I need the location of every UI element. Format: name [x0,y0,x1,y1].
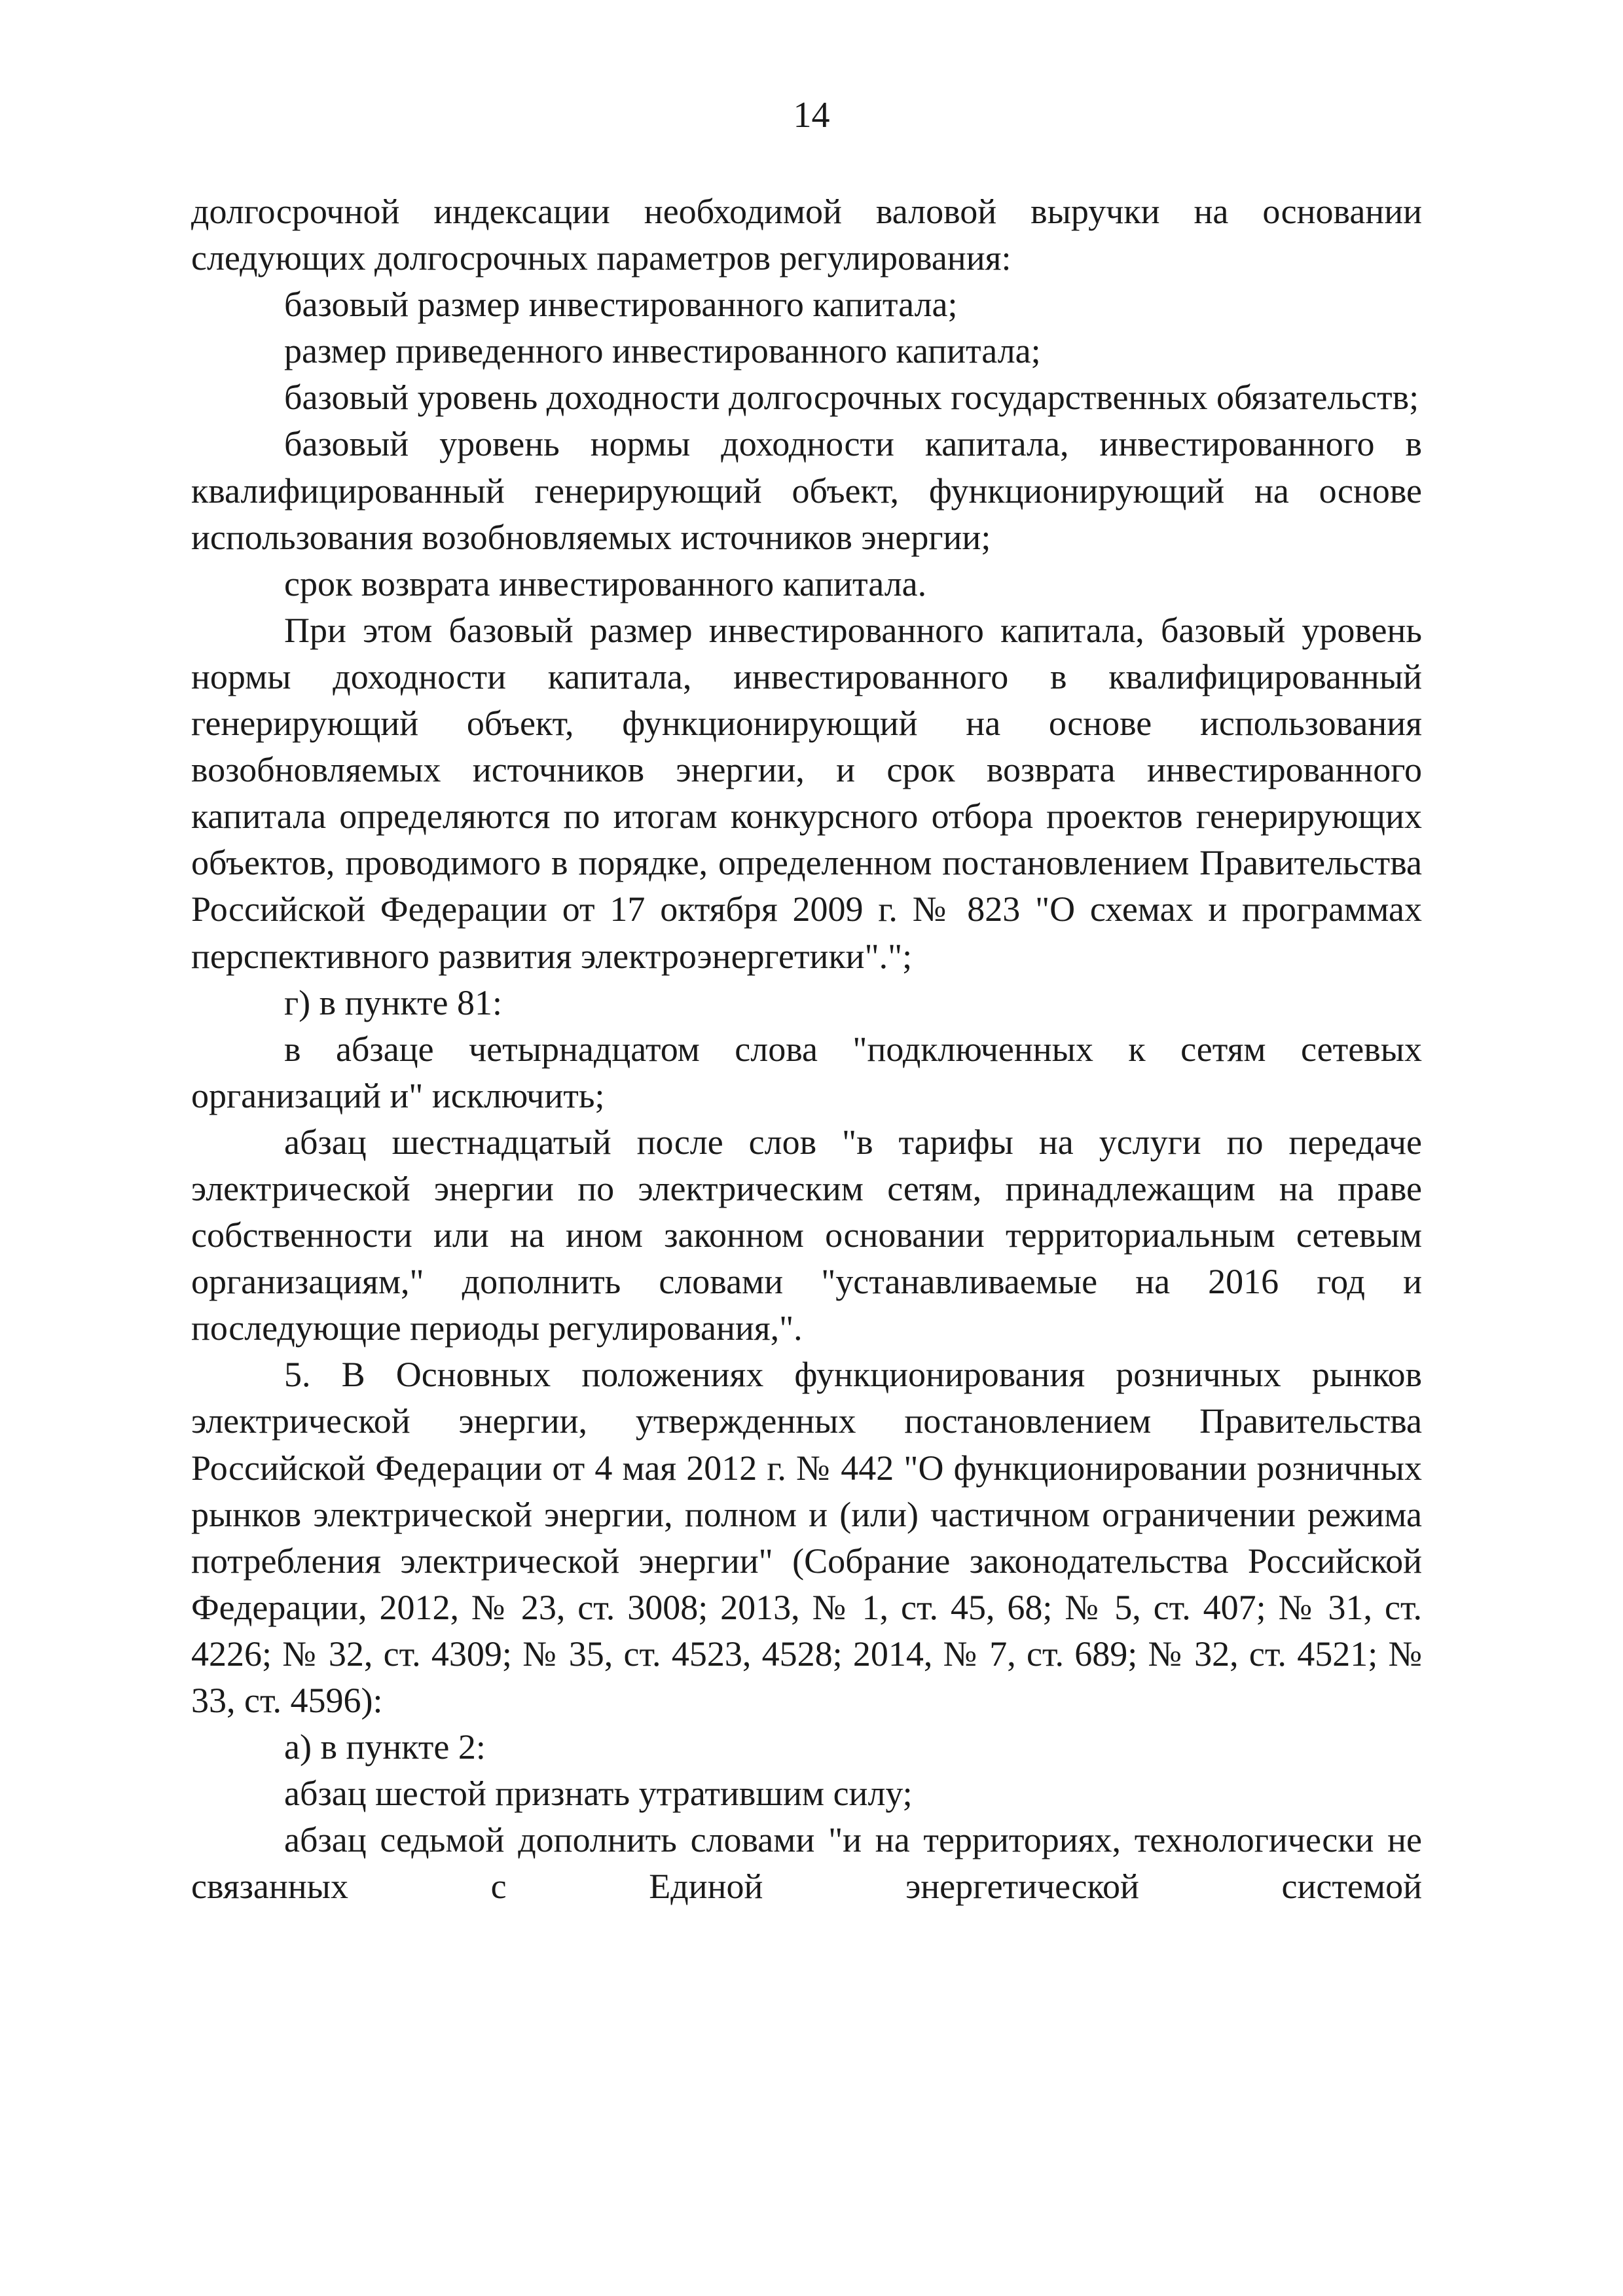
paragraph: При этом базовый размер инвестированного капитала, базовый уровень нормы доходности капитала, инвестированного в квалифицированный генерирующий объект, функционирующий на основе использования возобновляемых источников энергии, и срок возврата инвестированного капитала определяются по итогам конкурсного отбора проектов генерирующих объектов, проводимого в порядке, определенном постановлением Правительства Российской Федерации от 17 октября 2009 г. № 823 "О схемах и программах перспективного развития электроэнергетики"."; [191,610,1422,976]
paragraph: абзац шестой признать утратившим силу; [284,1774,913,1814]
paragraph: 5. В Основных положениях функционирования розничных рынков электрической энергии, утвержденных постановлением Правительства Российской Федерации от 4 мая 2012 г. № 442 "О функционировании розничных рынков электрической энергии, полном и (или) частичном ограничении режима потребления электрической энергии" (Собрание законодательства Российской Федерации, 2012, № 23, ст. 3008; 2013, № 1, ст. 45, 68; № 5, ст. 407; № 31, ст. 4226; № 32, ст. 4309; № 35, ст. 4523, 4528; 2014, № 7, ст. 689; № 32, ст. 4521; № 33, ст. 4596): [191,1355,1422,1720]
body-text [191,188,1422,1910]
paragraph: долгосрочной индексации необходимой валовой выручки на основании следующих долгосрочных параметров регулирования: [191,192,1422,278]
paragraph: размер приведенного инвестированного капитала; [284,331,1041,371]
paragraph: абзац шестнадцатый после слов "в тарифы на услуги по передаче электрической энергии по электрическим сетям, принадлежащим на праве собственности или на ином законном основании территориальным сетевым организациям," дополнить словами "устанавливаемые на 2016 год и последующие периоды регулирования,". [191,1122,1422,1348]
paragraph: срок возврата инвестированного капитала. [284,564,927,603]
paragraph: базовый уровень нормы доходности капитала, инвестированного в квалифицированный генерирующий объект, функционирующий на основе использования возобновляемых источников энергии; [191,424,1422,557]
paragraph: в абзаце четырнадцатом слова "подключенных к сетям сетевых организаций и" исключить; [191,1029,1422,1115]
paragraph: базовый уровень доходности долгосрочных государственных обязательств; [284,378,1419,418]
paragraph: а) в пункте 2: [284,1727,486,1767]
paragraph: базовый размер инвестированного капитала; [284,285,958,325]
paragraph: абзац седьмой дополнить словами "и на территориях, технологически не связанных с Единой энергетической системой [191,1820,1422,1907]
page-number: 14 [793,95,830,135]
paragraph: г) в пункте 81: [284,982,503,1022]
